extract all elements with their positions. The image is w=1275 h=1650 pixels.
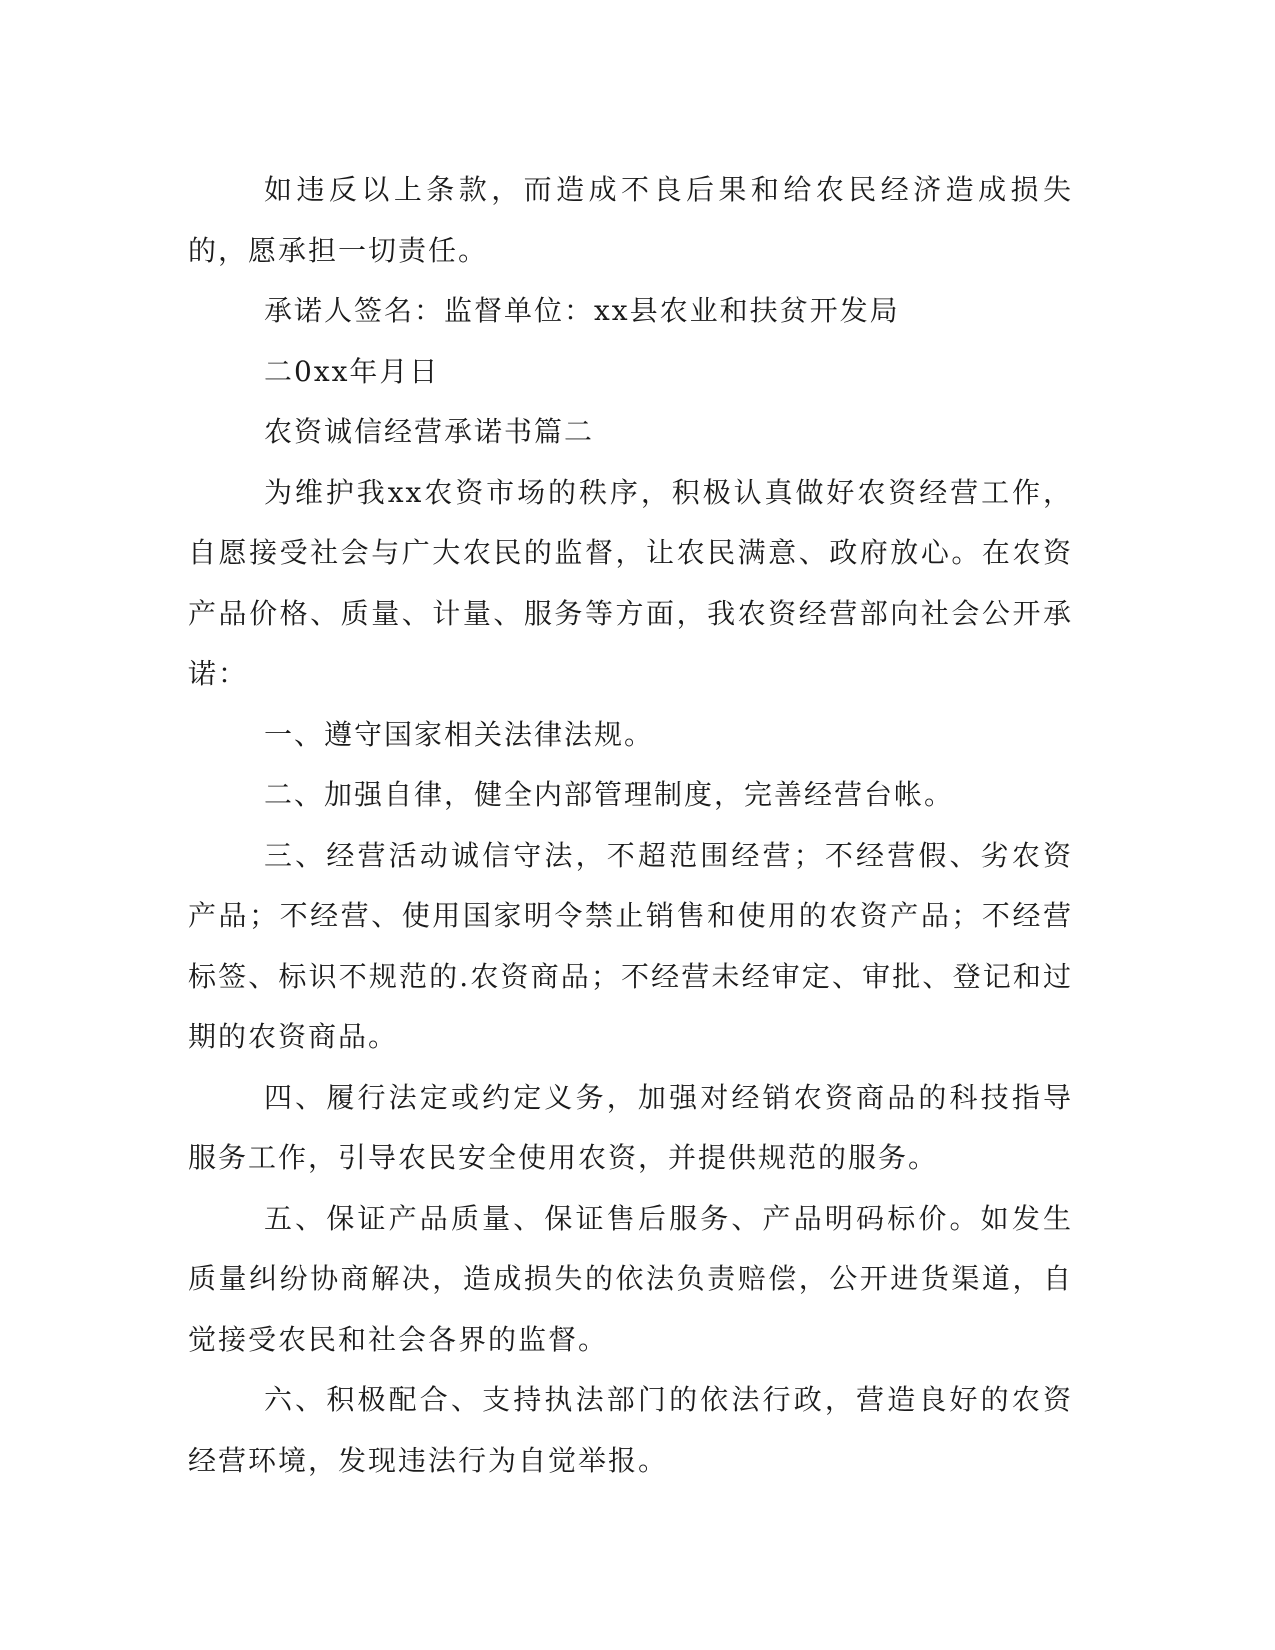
paragraph-signature: 承诺人签名：监督单位：xx县农业和扶贫开发局 (264, 294, 900, 327)
clause-2: 二、加强自律，健全内部管理制度，完善经营台帐。 (264, 778, 955, 811)
document-body (188, 160, 1073, 1491)
clause-3: 三、经营活动诚信守法，不超范围经营；不经营假、劣农资产品；不经营、使用国家明令禁止销售和使用的农资产品；不经营标签、标识不规范的.农资商品；不经营未经审定、审批、登记和过期的农资商品。 (188, 838, 1073, 1053)
clause-4: 四、履行法定或约定义务，加强对经销农资商品的科技指导服务工作，引导农民安全使用农资，并提供规范的服务。 (188, 1080, 1073, 1174)
clause-6: 六、积极配合、支持执法部门的依法行政，营造良好的农资经营环境，发现违法行为自觉举报。 (188, 1383, 1073, 1477)
clause-5: 五、保证产品质量、保证售后服务、产品明码标价。如发生质量纠纷协商解决，造成损失的依法负责赔偿，公开进货渠道，自觉接受农民和社会各界的监督。 (188, 1201, 1073, 1356)
paragraph-intro: 为维护我xx农资市场的秩序，积极认真做好农资经营工作，自愿接受社会与广大农民的监督，让农民满意、政府放心。在农资产品价格、质量、计量、服务等方面，我农资经营部向社会公开承诺： (188, 475, 1073, 690)
clause-1: 一、遵守国家相关法律法规。 (264, 717, 655, 751)
paragraph-liability: 如违反以上条款，而造成不良后果和给农民经济造成损失的，愿承担一切责任。 (188, 173, 1073, 267)
paragraph-date: 二0xx年月日 (264, 354, 440, 388)
section-title: 农资诚信经营承诺书篇二 (264, 415, 595, 448)
